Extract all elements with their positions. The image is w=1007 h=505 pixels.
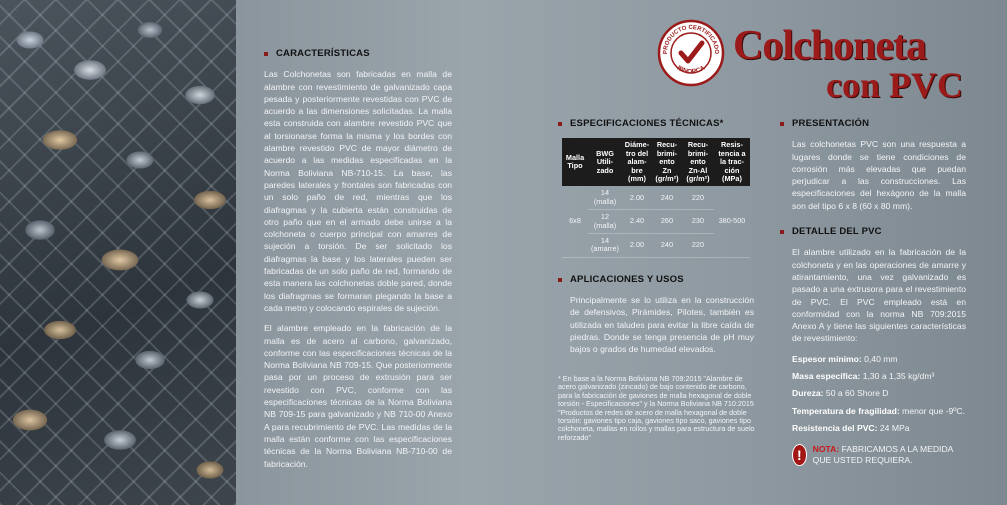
nota-text: FABRICAMOS A LA MEDIDA QUE USTED REQUIERA.	[812, 444, 953, 466]
certified-product-seal-icon	[657, 19, 725, 87]
detalle-heading: DETALLE DEL PVC	[780, 226, 966, 238]
aplicaciones-text: Principalmente se lo utiliza en la construcción de defensivos, Pirámides, Pilotes, también es utilizada en taludes para evitar la libre caída de piedras. Donde se tenga presencia de pH muy bajos o grados de humedad elevados.	[570, 295, 754, 355]
table-row	[562, 186, 750, 209]
table-cell: 2.00	[622, 233, 652, 257]
detalle-text: El alambre utilizado en la fabricación de la colchoneta y en las operaciones de amarre y atirantamiento, una vez galvanizado es pasado a una extrusora para el revestimiento de PVC. El PVC empleado está en conformidad con la norma NB 709:2015 Anexo A y tiene las siguientes características de revestimiento:	[792, 247, 966, 344]
bullet-icon	[780, 122, 784, 126]
table-cell: 230	[682, 210, 714, 234]
especificaciones-heading: ESPECIFICACIONES TÉCNICAS*	[558, 118, 754, 130]
table-header: Malla Tipo	[562, 138, 588, 186]
seal-bottom-text: IBNORCA	[675, 64, 707, 76]
aplicaciones-heading: APLICACIONES Y USOS	[558, 274, 754, 286]
spec-item: Dureza: 50 a 60 Shore D	[792, 388, 889, 399]
table-cell: 14 (amarre)	[588, 233, 622, 257]
spec-item: Resistencia del PVC: 24 MPa	[792, 422, 910, 433]
table-cell: 12 (malla)	[588, 210, 622, 234]
caracteristicas-heading: CARACTERÍSTICAS	[264, 48, 452, 60]
table-cell: 14 (malla)	[588, 186, 622, 209]
caracteristicas-section	[264, 48, 452, 478]
specs-table	[562, 138, 750, 257]
caracteristicas-paragraph-1: Las Colchonetas son fabricadas en malla de alambre con revestimiento de galvanizado capa pesada y posteriormente revestidas con PVC de acuerdo a las dimensiones solicitadas. La malla esta construida con alambre revestido PVC que al torsionarse forma la misma y los bordes con alambre revestido PVC de mayor diámetro de acuerdo a las medidas especificadas en la Norma Boliviana NB-710-15. La base, las paredes laterales y frontales son fabricadas con un solo paño de red, mientras que los diafragmas y la cubierta están construidas de otro paño que en el armado debe unirse a la colchoneta o cuerpo principal con amarres de sujeción a torsión. De ser solicitado los diafragmas la base y los laterales pueden ser fabricadas de un solo paño de red, formando de esta manera las colchonetas doble pared, donde los diafragmas se formaran plegando la base a cada metro y colocando espirales de sujeción.	[264, 69, 452, 313]
table-header: Resis-tencia a la trac-ción (MPa)	[714, 138, 750, 186]
spec-item: Temperatura de fragilidad: menor que -9ºC.	[792, 405, 966, 416]
table-header: Diáme-tro del alam-bre (mm)	[622, 138, 652, 186]
bullet-icon	[558, 122, 562, 126]
especificaciones-section	[558, 118, 754, 364]
table-header: Recu-brimi-ento Zn (gr/m²)	[652, 138, 682, 186]
presentacion-text: Las colchonetas PVC son una respuesta a lugares donde se tiene condiciones de corrosión más elevadas que puedan perjudicar a las construcciones. Las especificaciones del hexágono de la malla son del tipo 6 x 8 (60 x 80 mm).	[792, 139, 966, 211]
page-title-line-2: con PVC	[826, 65, 963, 105]
seal-top-text: PRODUCTO CERTIFICADO	[662, 24, 720, 55]
bullet-icon	[558, 278, 562, 282]
spec-item: Masa específica: 1,30 a 1,35 kg/dm³	[792, 371, 935, 382]
bullet-icon	[780, 230, 784, 234]
table-cell: 240	[652, 233, 682, 257]
presentacion-section	[780, 118, 966, 466]
footnote: * En base a la Norma Boliviana NB 709:2015 "Alambre de acero galvanizado (zincado) de bajo contenido de carbono, para la fabricación de gaviones de malla hexagonal de doble torsión - Especificaciones" y la Norma Boliviana NB 710:2015 "Productos de redes de acero de malla hexagonal de doble torsión: gaviones tipo caja, gaviones tipo saco, gaviones tipo colchoneta, mallas en rollos y mallas para estructura de suelo reforzado"	[558, 374, 755, 442]
spec-item: Espesor mínimo: 0,40 mm	[792, 353, 898, 364]
presentacion-heading: PRESENTACIÓN	[780, 118, 966, 130]
nota-box	[792, 444, 966, 466]
page-title-line-1: Colchoneta	[733, 23, 926, 69]
table-cell: 220	[682, 186, 714, 209]
table-cell-resistencia: 380-500	[714, 186, 750, 257]
nota-label: NOTA:	[812, 444, 840, 455]
table-header: Recu-brimi-ento Zn-Al (gr/m²)	[682, 138, 714, 186]
detalle-body	[792, 246, 966, 466]
table-cell-malla: 6x8	[562, 186, 588, 257]
table-cell: 2.00	[622, 186, 652, 209]
table-cell: 2.40	[622, 210, 652, 234]
table-cell: 220	[682, 233, 714, 257]
bullet-icon	[264, 52, 268, 56]
table-header: BWG Utili-zado	[588, 138, 622, 186]
table-cell: 240	[652, 186, 682, 209]
caracteristicas-paragraph-2: El alambre empleado en la fabricación de la malla es de acero al carbono, galvanizado, conforme con las especificaciones técnicas de la Norma Boliviana NB 709-15. Que posteriormente pasa por un proceso de extrusión para ser revestido con PVC, conforme con las especificaciones técnicas de la Norma Boliviana NB 709-15 para galvanizado y NB 710-00 Anexo A para recubrimiento de PVC. Las medidas de la malla están conforme con las especificaciones técnicas de la Norma Boliviana NB-710-00 de fabricación.	[264, 323, 452, 469]
table-cell: 260	[652, 210, 682, 234]
gabion-photo	[0, 0, 236, 505]
exclamation-icon: !	[792, 444, 807, 466]
